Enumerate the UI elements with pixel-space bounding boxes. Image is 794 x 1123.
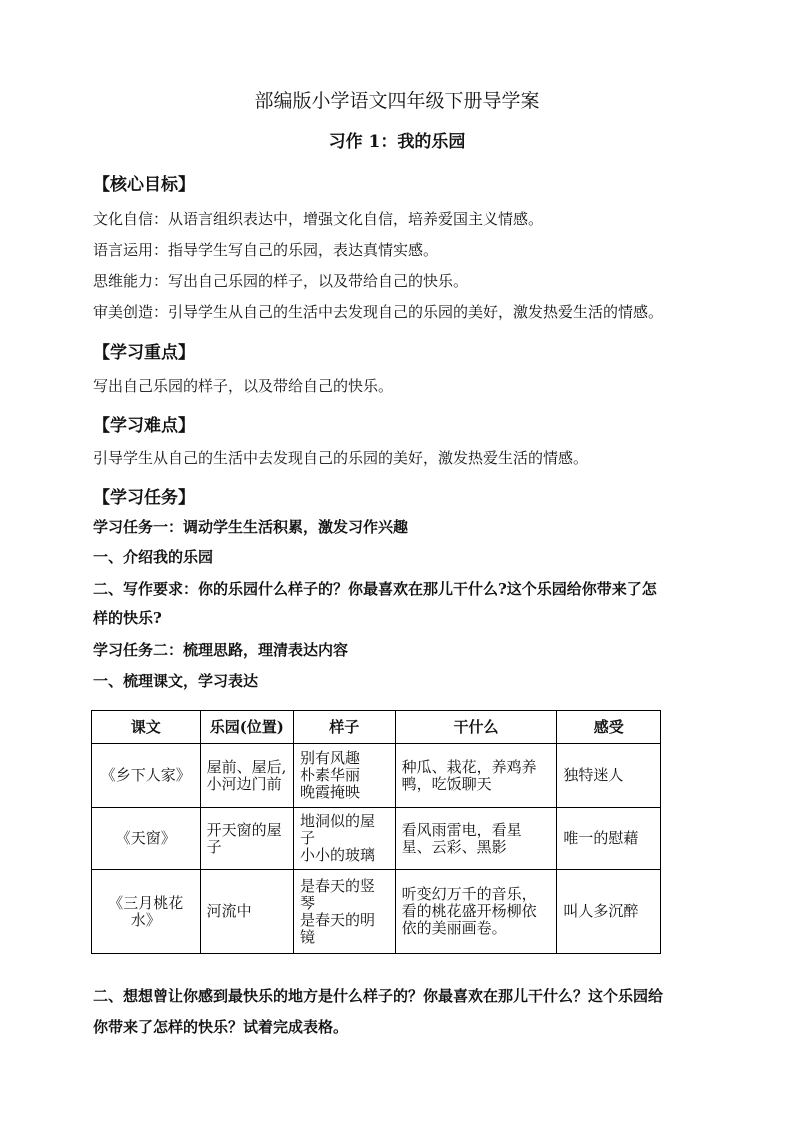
looks-line: 朴素华丽 bbox=[300, 766, 361, 784]
cell-text: 《乡下人家》 bbox=[92, 744, 201, 808]
header-feeling: 感受 bbox=[557, 711, 661, 744]
looks-line: 是春天的竖琴 bbox=[300, 876, 376, 912]
task-two: 学习任务二：梳理思路，理清表达内容 bbox=[93, 641, 349, 659]
header-looks: 样子 bbox=[294, 711, 396, 744]
looks-line: 晚霞掩映 bbox=[300, 783, 361, 801]
goal-line: 思维能力：写出自己乐园的样子，以及带给自己的快乐。 bbox=[93, 272, 469, 290]
cell-feeling: 唯一的慰藉 bbox=[557, 808, 661, 870]
table-row bbox=[92, 808, 661, 870]
cell-looks bbox=[294, 744, 396, 808]
task-item-intro: 一、介绍我的乐园 bbox=[93, 548, 214, 566]
header-doing: 干什么 bbox=[395, 711, 557, 744]
task-item-requirement: 二、写作要求：你的乐园什么样子的？你最喜欢在那儿干什么?这个乐园给你带来了怎 bbox=[93, 580, 657, 598]
looks-line: 地洞似的屋子 bbox=[300, 812, 376, 847]
table-row bbox=[92, 870, 661, 954]
cell-text: 《天窗》 bbox=[92, 808, 201, 870]
difficulty-line: 引导学生从自己的生活中去发现自己的乐园的美好，激发热爱生活的情感。 bbox=[93, 449, 589, 467]
document-title: 部编版小学语文四年级下册导学案 bbox=[254, 90, 540, 112]
heading-difficulties: 【学习难点】 bbox=[93, 416, 195, 436]
cell-doing: 看风雨雷电，看星星、云彩、黑影 bbox=[395, 808, 557, 870]
header-text: 课文 bbox=[92, 711, 201, 744]
task-one: 学习任务一：调动学生生活积累，激发习作兴趣 bbox=[93, 518, 409, 536]
cell-place: 河流中 bbox=[200, 870, 293, 954]
heading-core-goals: 【核心目标】 bbox=[93, 175, 195, 195]
task-item-requirement-cont: 样的快乐? bbox=[93, 609, 162, 627]
cell-feeling: 独特迷人 bbox=[557, 744, 661, 808]
heading-tasks: 【学习任务】 bbox=[93, 488, 195, 508]
cell-looks bbox=[294, 870, 396, 954]
cell-place: 开天窗的屋子 bbox=[200, 808, 293, 870]
footer-question-cont: 你带来了怎样的快乐？试着完成表格。 bbox=[93, 1018, 349, 1036]
cell-feeling: 叫人多沉醉 bbox=[557, 870, 661, 954]
table-row bbox=[92, 744, 661, 808]
footer-question: 二、想想曾让你感到最快乐的地方是什么样子的？你最喜欢在那儿干什么？这个乐园给 bbox=[93, 987, 664, 1005]
cell-doing: 种瓜、栽花，养鸡养鸭，吃饭聊天 bbox=[395, 744, 557, 808]
cell-place: 屋前、屋后,小河边门前 bbox=[200, 744, 293, 808]
goal-line: 审美创造：引导学生从自己的生活中去发现自己的乐园的美好，激发热爱生活的情感。 bbox=[93, 303, 664, 321]
goal-line: 语言运用：指导学生写自己的乐园，表达真情实感。 bbox=[93, 241, 439, 259]
heading-key-points: 【学习重点】 bbox=[93, 343, 195, 363]
header-place: 乐园(位置) bbox=[200, 711, 293, 744]
looks-line: 小小的玻璃 bbox=[300, 846, 376, 864]
cell-looks bbox=[294, 808, 396, 870]
looks-line: 别有风趣 bbox=[300, 749, 361, 767]
looks-line: 是春天的明镜 bbox=[300, 910, 376, 946]
cell-text: 《三月桃花水》 bbox=[92, 870, 201, 954]
key-point-line: 写出自己乐园的样子，以及带给自己的快乐。 bbox=[93, 377, 394, 395]
document-subtitle: 习作 1：我的乐园 bbox=[328, 132, 466, 152]
lesson-table bbox=[91, 710, 661, 954]
task-item-review: 一、梳理课文，学习表达 bbox=[93, 672, 259, 690]
goal-line: 文化自信：从语言组织表达中，增强文化自信，培养爱国主义情感。 bbox=[93, 210, 544, 228]
cell-doing: 听变幻万千的音乐，看的桃花盛开杨柳依依的美丽画卷。 bbox=[395, 870, 557, 954]
table-header-row bbox=[92, 711, 661, 744]
